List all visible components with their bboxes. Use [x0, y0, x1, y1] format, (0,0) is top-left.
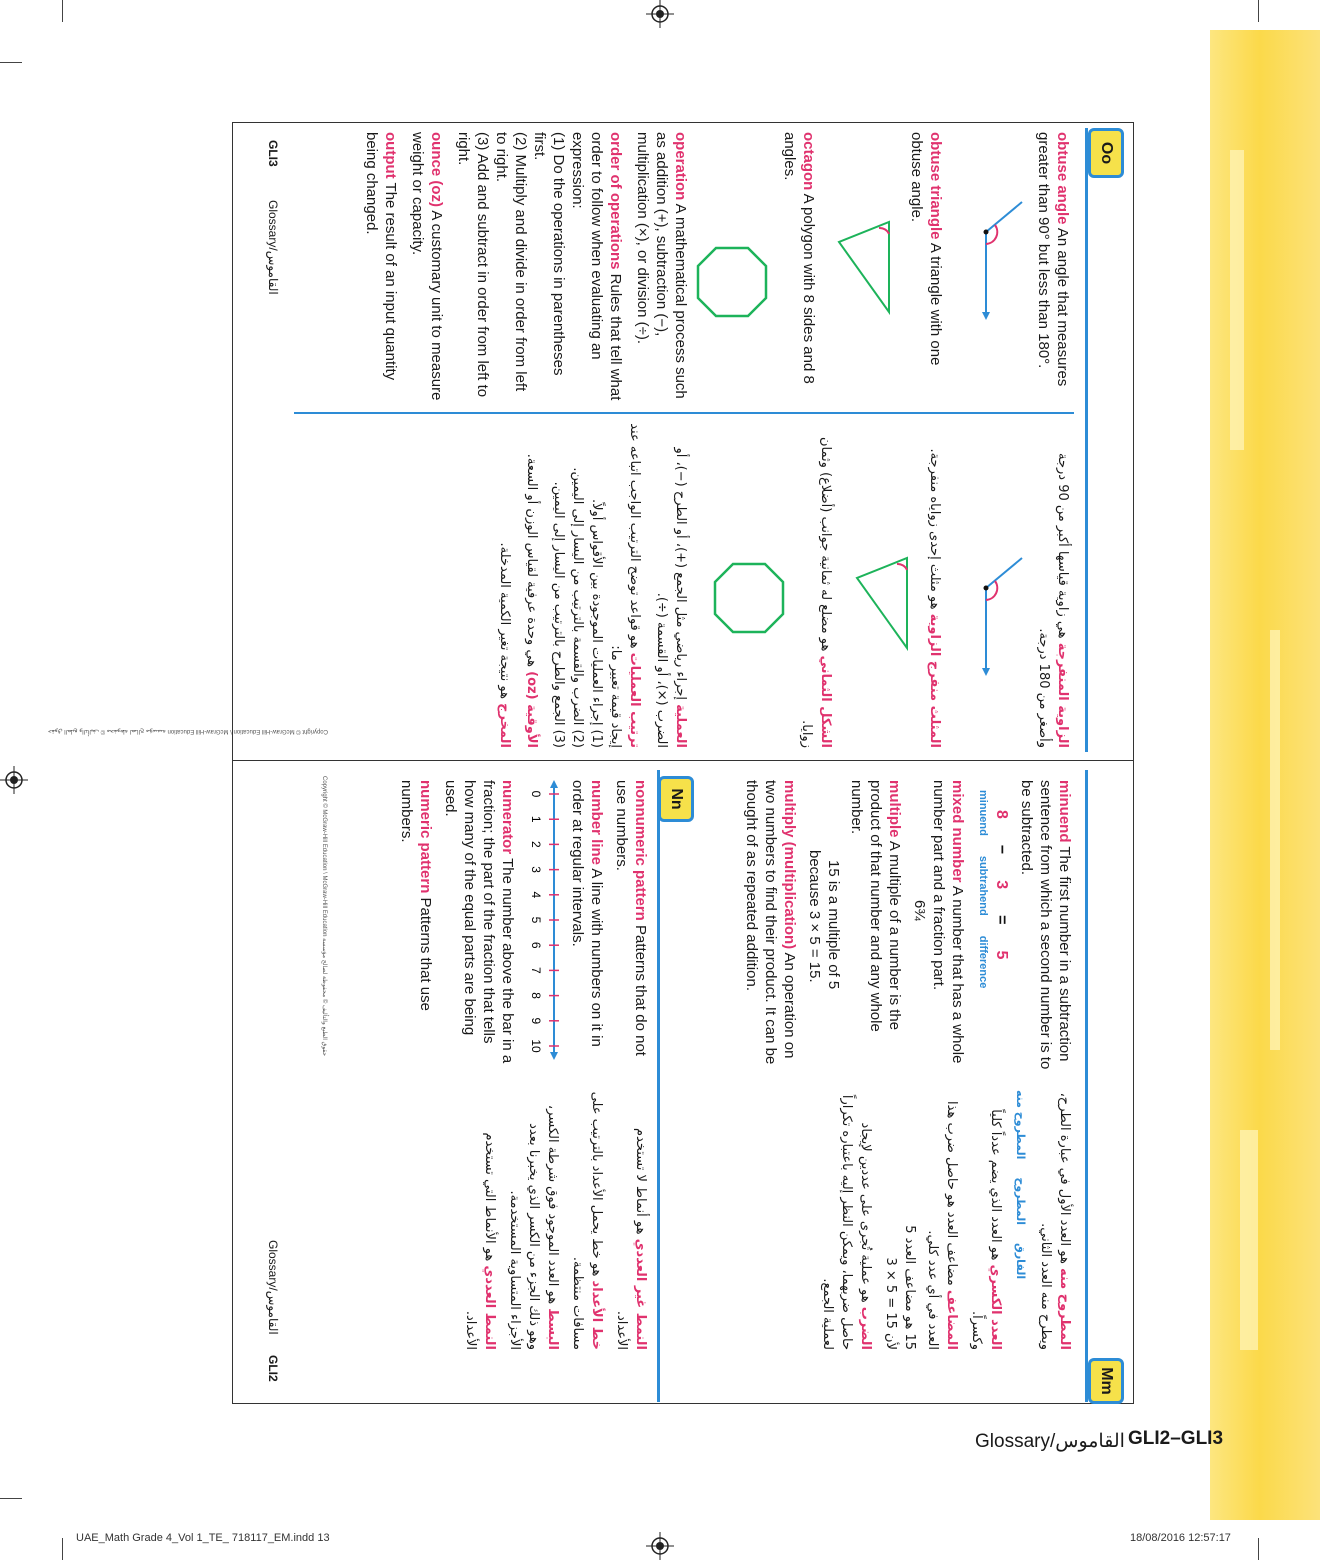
entry-ar-minuend: المطروح منه هو العدد الأول في عبارة الطرح، ويطرح منه العدد الثاني. — [1038, 1092, 1072, 1350]
tick-label: 6 — [529, 941, 543, 949]
minuend-labels — [973, 780, 992, 1070]
entry-ar-numeric-pattern: النمط العددي هو الأنماط التي تستخدم الأعداد. — [463, 1132, 497, 1350]
entry-ar-obtuse-triangle: المثلث منفرج الزاوية هو مثلث إحدى زواياه منفرجة. — [927, 448, 942, 748]
tick-label: 7 — [529, 967, 543, 974]
example-subtrahend-value: 3 — [993, 880, 1010, 890]
entry-multiple: multiple A multiple of a number is the product of that number and any whole number. — [848, 780, 903, 1032]
page-code-gli2: GLI2 — [266, 1355, 280, 1382]
mixed-number-example: 6¾ — [911, 900, 928, 921]
entry-numerator: numerator The number above the bar in a fraction; the part of the fraction that tells how many of the equal parts are being used. — [442, 780, 516, 1064]
label-ar-subtrahend: المطروح — [1014, 1177, 1027, 1226]
order-step-2: (2) Multiply and divide in order from left to right. — [493, 132, 529, 392]
entry-number-line: number line A line with numbers on it in order at regular intervals. — [569, 780, 605, 1047]
page-divider — [232, 760, 1134, 761]
entry-obtuse-triangle: obtuse triangle A triangle with one obtuse angle. — [908, 132, 944, 366]
crop-mark — [62, 1538, 63, 1560]
label-minuend: minuend — [977, 790, 989, 836]
order-step-1: (1) Do the operations in parentheses first. — [531, 132, 567, 376]
tick-label: 9 — [529, 1017, 543, 1025]
multiple-example-1: 15 is a multiple of 5 — [825, 860, 842, 990]
ar-order-step-2: (2) الضرب والقسمة بالترتيب من اليسار إلى اليمين. — [570, 467, 585, 748]
label-ar-minuend: المطروح منه — [1014, 1090, 1027, 1160]
multiple-example-2: because 3 × 5 = 15. — [806, 850, 823, 983]
tick-label: 3 — [529, 866, 543, 873]
crop-mark — [62, 0, 63, 22]
arabic-column-2 — [495, 422, 690, 748]
print-timestamp: 18/08/2016 12:57:17 — [1130, 1532, 1231, 1544]
crop-mark — [1258, 1538, 1259, 1560]
copyright-gli2: Copyright © McGraw-Hill Education \ McGraw-Hill Education حقوق الطبع والتأليف © محفوظة لصالح مؤسسة — [321, 776, 327, 1057]
entry-ar-mixed: العدد الكسري هو العدد الذي يضم عدداً كلياً وكسراً. — [969, 1109, 1003, 1350]
example-minus: − — [993, 844, 1010, 855]
crop-mark — [0, 1498, 22, 1499]
english-column-2 — [362, 132, 690, 402]
entry-minuend: minuend The first number in a subtraction sentence from which a second number is to be subtracted. — [1018, 780, 1073, 1070]
entry-ounce: ounce (oz) A customary unit to measure weight or capacity. — [409, 132, 445, 401]
obtuse-angle-ar-icon — [956, 548, 1026, 678]
obtuse-triangle-icon — [829, 212, 899, 322]
entry-obtuse-angle: obtuse angle An angle that measures greater than 90° but less than 180°. — [1035, 132, 1071, 387]
letter-tab-oo: Oo — [1088, 128, 1124, 178]
page-gli2-lower — [340, 770, 700, 1402]
entry-output: output The result of an input quantity being changed. — [363, 132, 399, 381]
entry-ar-nonnumeric: النمط غير العددي هو أنماط لا تستخدم الأعداد. — [614, 1127, 648, 1350]
minuend-labels-ar — [1011, 1090, 1030, 1350]
page-gli3-lower — [340, 122, 700, 758]
obtuse-triangle-ar-icon — [847, 548, 917, 658]
entry-ar-multiple: المضاعف مضاعف العدد هو حاصل ضرب هذا العدد في أي عدد كلي. — [925, 1101, 959, 1350]
letter-tab-nn: Nn — [658, 776, 694, 822]
entry-ar-number-line: خط الأعداد هو خط يحمل الأعداد بالترتيب على مسافات منتظمة. — [570, 1091, 604, 1350]
arrowhead-icon — [550, 780, 558, 788]
minuend-example — [992, 780, 1011, 1070]
entry-ar-order: ترتيب العمليات هو قواعد توضح الترتيب الواجب اتباعه عند إيجاد قيمة تعبير ما: — [608, 423, 642, 748]
spread-page-range: GLI2–GLI3 — [1128, 1428, 1224, 1449]
crop-mark — [1258, 0, 1259, 22]
octagon-ar-icon — [709, 558, 789, 638]
entry-numeric-pattern: numeric pattern Patterns that use numbers. — [398, 780, 434, 1011]
decorative-yellow-strip — [1210, 30, 1320, 1520]
entry-operation: operation A mathematical process such as addition (+), subtraction (−), multiplication (×), or division (÷). — [634, 132, 689, 399]
registration-mark-icon — [646, 1532, 674, 1560]
page-label-gli3: Glossary/القاموس — [266, 200, 280, 295]
page-gli2 — [652, 770, 1132, 1402]
english-column-n — [397, 780, 650, 1070]
obtuse-angle-icon — [956, 192, 1026, 322]
english-column — [687, 132, 1072, 402]
file-info: UAE_Math Grade 4_Vol 1_TE_ 718117_EM.indd 13 — [76, 1532, 330, 1544]
entry-ar-octagon: الشكل الثماني هو مضلع له ثمانية جوانب (أضلاع) وثمان زوايا. — [799, 437, 833, 748]
entry-ar-output: المخرج هو نتيجة تغير الكمية المدخلة. — [497, 542, 512, 748]
tick-label: 5 — [529, 916, 543, 924]
tick-label: 2 — [529, 841, 543, 848]
tick-label: 4 — [529, 891, 543, 899]
tick-label: 8 — [529, 992, 543, 999]
label-ar-difference: الفارق — [1014, 1243, 1027, 1280]
octagon-icon — [692, 242, 772, 322]
arabic-column-n — [461, 1090, 650, 1350]
section-rule-m — [1085, 770, 1088, 1402]
copyright-gli3: Copyright © McGraw-Hill Education \ McGraw-Hill Education حقوق الطبع والتأليف © محفوظة لصالح مؤسسة — [47, 728, 328, 734]
label-subtrahend: subtrahend — [977, 855, 989, 916]
crop-mark — [0, 62, 22, 63]
entry-order-of-operations: order of operations Rules that tell what order to follow when evaluating an expression: — [569, 132, 624, 401]
entry-mixed-number: mixed number A number that has a whole number part and a fraction part. — [930, 780, 966, 1064]
section-rule — [1085, 128, 1088, 752]
registration-mark-icon — [646, 0, 674, 28]
multiple-example-ar-2: لأن 15 = 5 × 3 — [883, 1257, 898, 1350]
tick-label: 1 — [529, 815, 543, 823]
english-column-m — [742, 780, 1074, 1070]
page-label-gli2: Glossary/القاموس — [266, 1240, 280, 1335]
entry-multiply: multiply (multiplication) An operation on two numbers to find their product. It can be thought of as repeated addition. — [743, 780, 798, 1065]
label-difference: difference — [977, 935, 989, 989]
section-rule-n — [657, 770, 660, 1402]
order-step-3: (3) Add and subtract in order from left to right. — [455, 132, 491, 398]
example-equals: = — [993, 915, 1010, 925]
ar-order-step-3: (3) الجمع والطرح بالترتيب من اليسار إلى اليمين. — [551, 481, 566, 748]
example-minuend-value: 8 — [993, 810, 1010, 819]
page-code-gli3: GLI3 — [266, 140, 280, 167]
letter-tab-mm: Mm — [1088, 1358, 1124, 1404]
example-difference-value: 5 — [993, 950, 1010, 960]
entry-ar-numerator: البسط هو العدد الموجود فوق شرطة الكسر، وهو ذلك الجزء من الكسر الذي يخبرنا بعدد الأجزاء المتساوية المستخدمة. — [507, 1104, 560, 1350]
tick-label: 0 — [529, 790, 543, 798]
arabic-column-m — [818, 1090, 1074, 1350]
entry-ar-multiply: الضرب هو عملية تُجرى على عددين لإيجاد حاصل ضربهما، ويمكن النظر إليه باعتباره تكراراً لعملية الجمع. — [820, 1094, 873, 1350]
arrowhead-icon — [550, 1052, 558, 1060]
tick-label: 10 — [529, 1039, 543, 1053]
entry-ar-obtuse-angle: الزاوية المنفرجة هي زاوية قياسها أكبر من 90 درجة وأصغر من 180 درجة. — [1036, 452, 1070, 748]
ar-order-step-1: (1) إجراء العمليات الموجودة بين الأقواس أولاً. — [589, 498, 604, 748]
number-line-icon — [526, 780, 564, 1060]
entry-ar-operation: العملية إجراء رياضي مثل الجمع (+)، أو الطرح (−)، أو الضرب (×)، أو القسمة (÷). — [654, 447, 688, 748]
registration-mark-icon — [0, 766, 28, 794]
entry-octagon: octagon A polygon with 8 sides and 8 angles. — [781, 132, 817, 384]
arabic-column — [703, 422, 1072, 748]
entry-nonnumeric-pattern: nonnumeric pattern Patterns that do not use numbers. — [613, 780, 649, 1056]
multiple-example-ar-1: 15 هو مضاعف العدد 5 — [902, 1225, 917, 1350]
spread-title: Glossary/القاموس — [975, 1431, 1125, 1452]
entry-ar-ounce: الأوقية (oz) هي وحدة عرفية لقياس الوزن أو السعة. — [524, 453, 539, 748]
